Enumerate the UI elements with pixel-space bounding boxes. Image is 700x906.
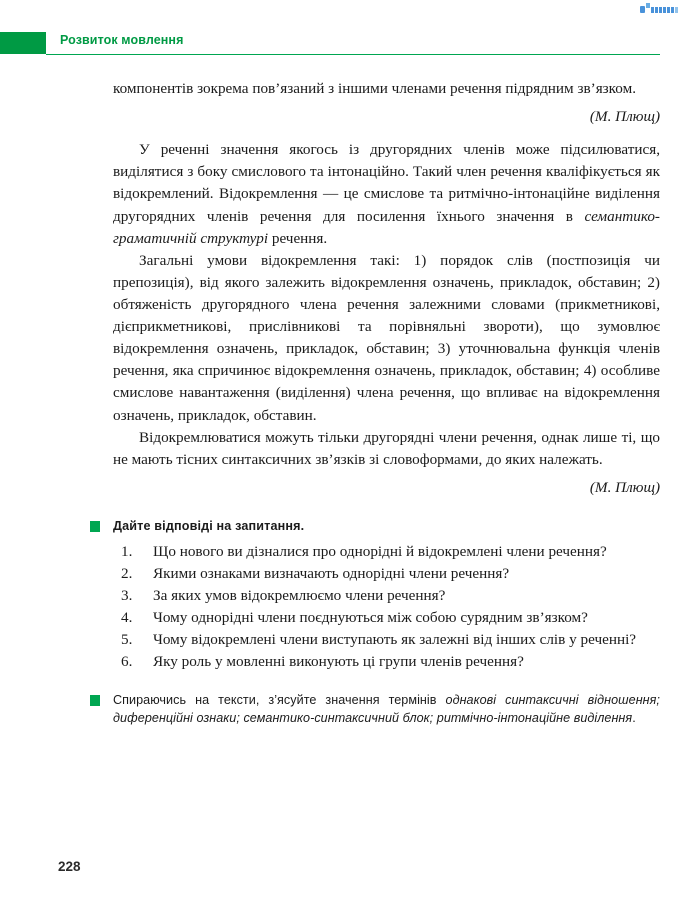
list-item-number: 4. [121, 608, 133, 626]
list-item-text: Якими ознаками визначають однорідні члени речення? [153, 565, 510, 583]
list-item [113, 563, 660, 585]
list-item-number: 6. [121, 652, 133, 670]
task-run-text: Спираючись на тексти, з’ясуйте значення термінів [113, 692, 446, 707]
list-item [113, 541, 660, 563]
page-number: 228 [58, 859, 81, 874]
page-content [113, 78, 660, 728]
list-item-text: Чому відокремлені члени виступають як залежні від інших слів у реченні? [153, 630, 637, 648]
paragraph-run-text: Загальні умови відокремлення такі: 1) порядок слів (постпозиція чи препозиція), від якого залежить відокремлення означень, прикладок, обставин; 2) обтяженість другорядного члена речення залежними словами (прикметникові, дієприкметникові, прислівникові та порівняльні звороти), що зумовлює відокремлення означень, прикладок, обставин; 3) уточнювальна функція членів речення, яка спричинює відокремлення означень, прикладок, обставин; 4) особливе смислове навантаження (виділення) члена речення, що впливає на відокремлення означень, прикладок, обставин. [113, 251, 660, 424]
list-item [113, 651, 660, 673]
list-item-text: Що нового ви дізналися про однорідні й відокремлені члени речення? [153, 543, 607, 561]
publisher-watermark-logo [640, 3, 686, 16]
list-item [113, 607, 660, 629]
green-square-bullet-icon [90, 521, 100, 532]
paragraph-which-members [113, 427, 660, 471]
task-text-explain-terms [113, 691, 660, 729]
spacer [113, 499, 660, 517]
task-explain-terms [90, 691, 660, 729]
running-head-title: Розвиток мовлення [60, 33, 184, 47]
running-head [0, 32, 700, 58]
paragraph-general-conditions [113, 250, 660, 427]
paragraph-run-text: У реченні значення якогось із другорядних членів може підсилюватися, виділятися з боку смислового та інтонаційно. Такий член речення кваліфікується як відокремлений. Відокремлення — це смислове та ритмічно-інтонаційне виділення другорядних членів речення для посилення їхнього значення в [113, 141, 660, 225]
list-item-number: 2. [121, 565, 133, 583]
paragraph-run-text: компонентів зокрема пов’язаний з іншими членами речення підрядним зв’язком. [113, 80, 636, 97]
list-item-number: 3. [121, 587, 133, 604]
list-item-text: Яку роль у мовленні виконують ці групи членів речення? [153, 652, 524, 670]
task-answer-questions [90, 517, 660, 535]
list-item-number: 5. [121, 630, 133, 648]
task-heading-answer-questions: Дайте відповіді на запитання. [113, 518, 305, 533]
list-item-text: Чому однорідні члени поєднуються між собою сурядним зв’язком? [153, 608, 588, 626]
running-head-rule [46, 54, 660, 56]
paragraph-run-text-tail: речення. [268, 229, 328, 247]
green-square-bullet-icon [90, 695, 100, 706]
list-item [113, 629, 660, 651]
paragraph-continuation [113, 78, 660, 100]
running-head-accent-block [0, 32, 46, 54]
attribution-first: (М. Плющ) [589, 108, 660, 126]
list-item [113, 585, 660, 607]
task-run-text-tail: . [632, 711, 636, 726]
spacer [113, 673, 660, 691]
paragraph-run-text: Відокремлюватися можуть тільки другорядні члени речення, однак лише ті, що не мають тісних синтаксичних зв’язків зі словоформами, до яких належать. [113, 428, 660, 468]
list-item-number: 1. [121, 543, 133, 561]
question-list [113, 541, 660, 672]
list-item-text: За яких умов відокремлюємо члени речення? [153, 587, 446, 604]
task-run-italic-terms: однакові синтаксичні відношення; диференційні ознаки; семантико-синтаксичний блок; ритмічно-інтонаційне виділення [113, 692, 660, 726]
attribution-second: (М. Плющ) [589, 478, 660, 496]
spacer [113, 128, 660, 139]
paragraph-emphasis-definition [113, 139, 660, 250]
paragraph-run-italic: семантико-граматичній структурі [113, 207, 660, 247]
